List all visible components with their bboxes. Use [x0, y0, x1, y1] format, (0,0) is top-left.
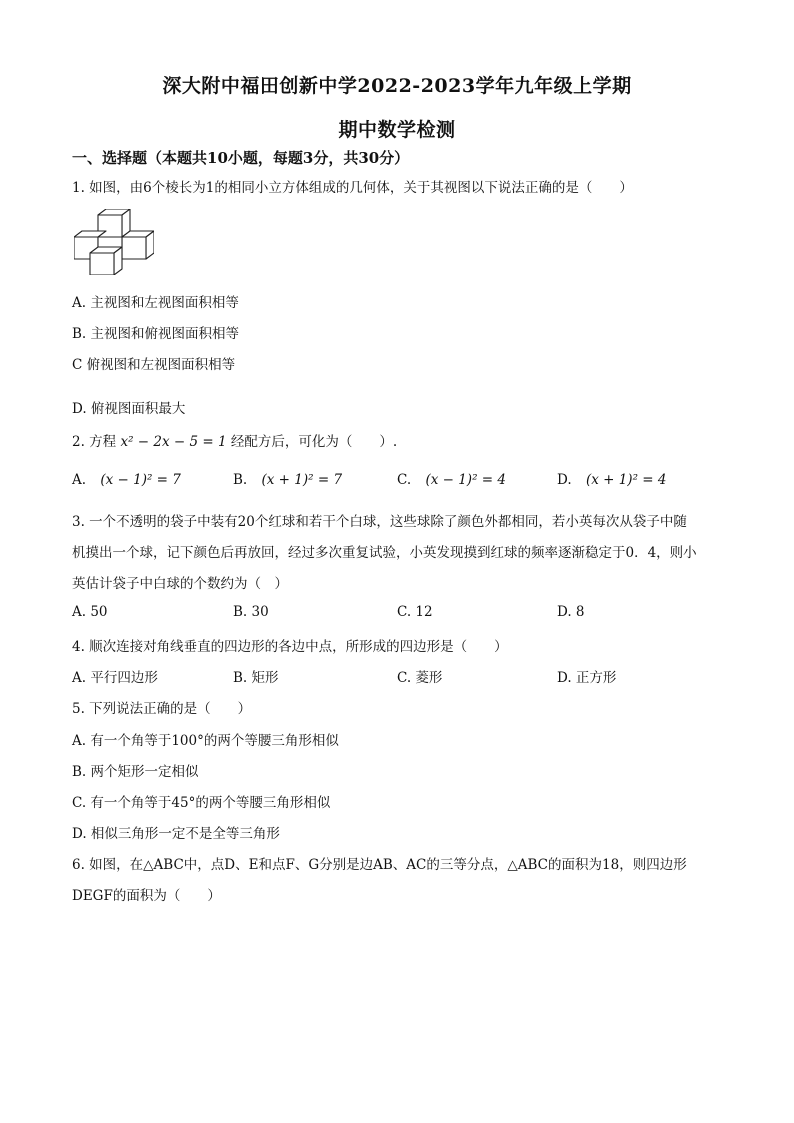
- q2-option-c-label: C.: [397, 472, 412, 488]
- q1-option-d: D. 俯视图面积最大: [72, 401, 186, 417]
- q2-option-b: [233, 472, 342, 488]
- section-heading: 一、选择题（本题共10小题，每题3分，共30分）: [72, 149, 410, 167]
- q1-option-a: A. 主视图和左视图面积相等: [72, 295, 239, 311]
- q2-option-a-label: A.: [72, 472, 87, 488]
- q2-option-c-value: (x − 1)² = 4: [425, 472, 506, 488]
- q2-option-d: [557, 472, 666, 488]
- q1-stem: 1. 如图，由6个棱长为1的相同小立方体组成的几何体，关于其视图以下说法正确的是（ ）: [72, 180, 633, 196]
- q2-suffix: 经配方后，可化为（ ）.: [230, 434, 398, 450]
- q2-option-b-label: B.: [233, 472, 248, 488]
- q2-stem: [72, 430, 397, 450]
- q3-option-b: B. 30: [233, 604, 269, 620]
- q4-stem: 4. 顺次连接对角线垂直的四边形的各边中点，所形成的四边形是（ ）: [72, 639, 508, 655]
- q1-option-b: B. 主视图和俯视图面积相等: [72, 326, 240, 342]
- q2-option-d-label: D.: [557, 472, 572, 488]
- q3-option-c: C. 12: [397, 604, 433, 620]
- q6-stem-line2: DEGF的面积为（ ）: [72, 888, 221, 904]
- q4-option-a: A. 平行四边形: [72, 670, 158, 686]
- q5-option-b: B. 两个矩形一定相似: [72, 764, 199, 780]
- q2-prefix: 2. 方程: [72, 434, 117, 450]
- q3-option-d: D. 8: [557, 604, 585, 620]
- q4-option-b: B. 矩形: [233, 670, 279, 686]
- q2-option-d-value: (x + 1)² = 4: [585, 472, 667, 488]
- q3-option-a: A. 50: [72, 604, 108, 620]
- q4-option-c: C. 菱形: [397, 670, 443, 686]
- q5-option-d: D. 相似三角形一定不是全等三角形: [72, 826, 280, 842]
- q2-option-c: [397, 472, 506, 488]
- q6-stem-line1: 6. 如图，在△ABC中，点D、E和点F、G分别是边AB、AC的三等分点，△ABC的面积为18，则四边形: [72, 857, 687, 873]
- q4-option-d: D. 正方形: [557, 670, 617, 686]
- q2-equation: x² − 2x − 5 = 1: [120, 434, 227, 450]
- q2-option-b-value: (x + 1)² = 7: [261, 472, 343, 488]
- cube-figure: [74, 209, 154, 275]
- q3-stem-line1: 3. 一个不透明的袋子中装有20个红球和若干个白球，这些球除了颜色外都相同，若小英每次从袋子中随: [72, 514, 687, 530]
- q1-option-c: C 俯视图和左视图面积相等: [72, 357, 236, 373]
- q2-option-a-value: (x − 1)² = 7: [100, 472, 181, 488]
- q2-option-a: [72, 472, 181, 488]
- q3-stem-line3: 英估计袋子中白球的个数约为（ ）: [72, 576, 288, 592]
- q5-stem: 5. 下列说法正确的是（ ）: [72, 701, 252, 717]
- exam-subtitle: 期中数学检测: [338, 119, 456, 141]
- q5-option-a: A. 有一个角等于100°的两个等腰三角形相似: [72, 733, 339, 749]
- exam-title: 深大附中福田创新中学2022-2023学年九年级上学期: [162, 75, 632, 97]
- q3-stem-line2: 机摸出一个球，记下颜色后再放回，经过多次重复试验，小英发现摸到红球的频率逐渐稳定于0．4，则小: [72, 545, 697, 561]
- q5-option-c: C. 有一个角等于45°的两个等腰三角形相似: [72, 795, 331, 811]
